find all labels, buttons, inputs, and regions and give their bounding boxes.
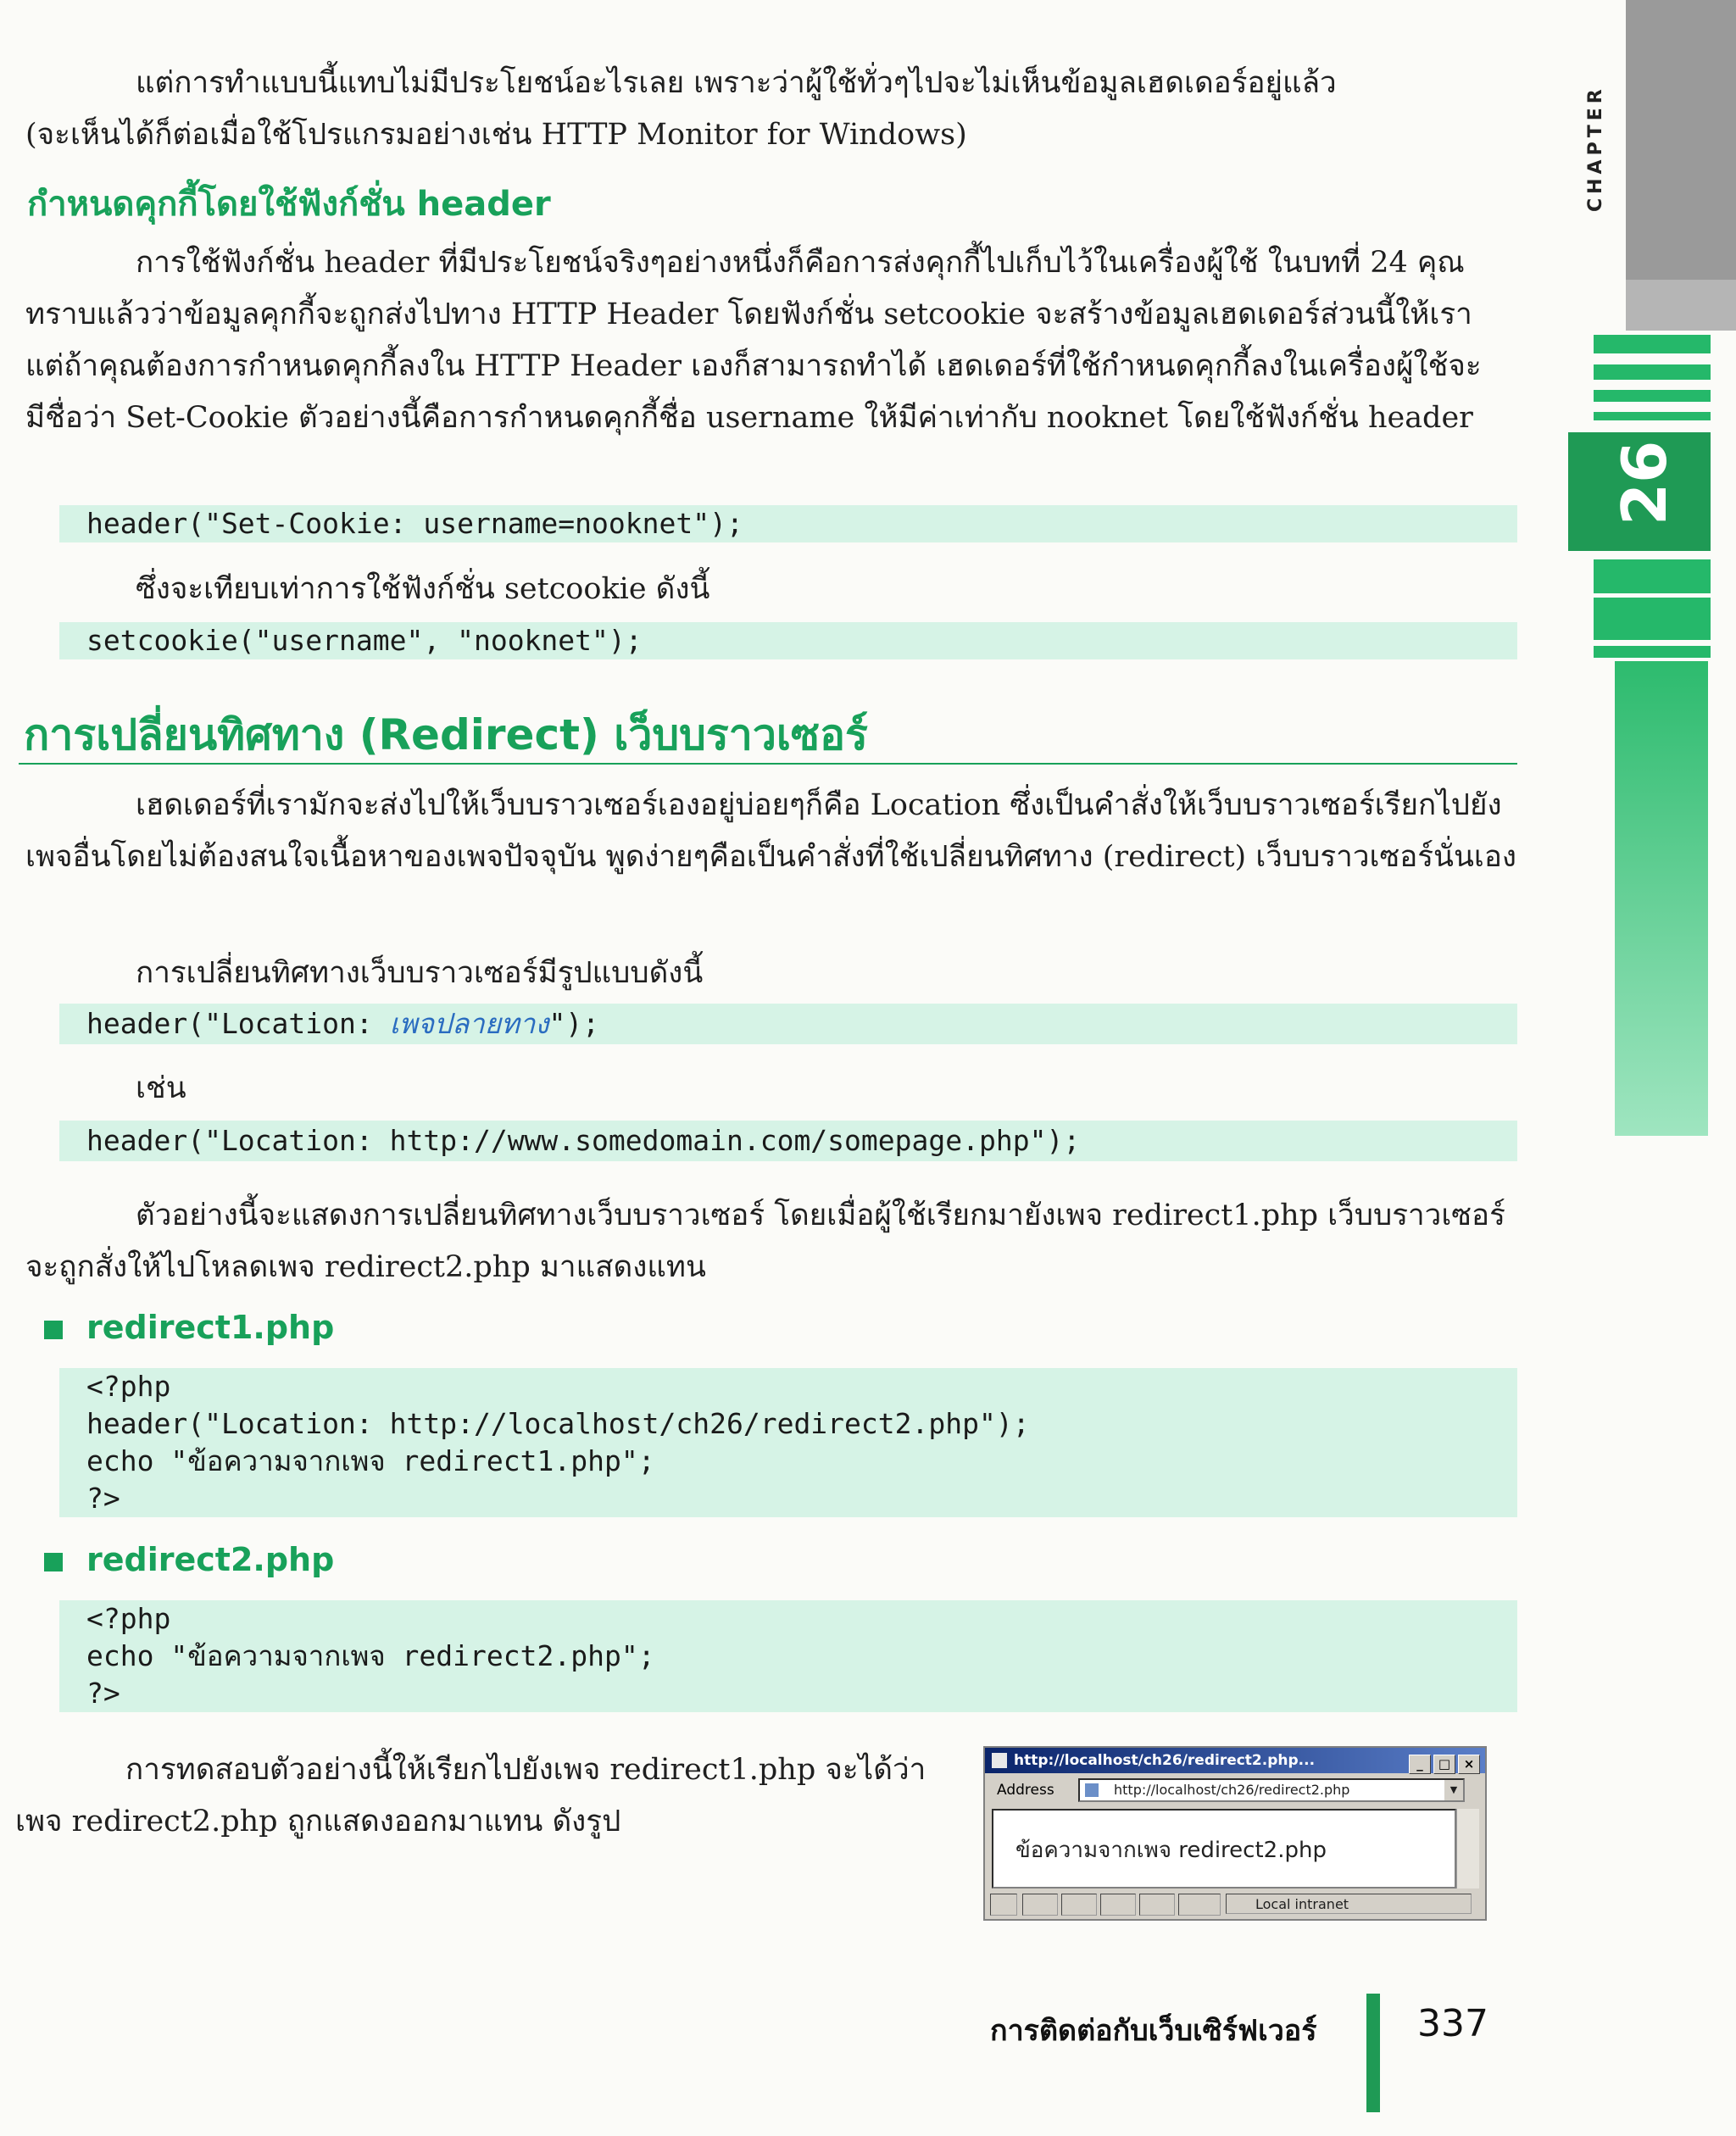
redirect-paragraph-2-text: การเปลี่ยนทิศทางเว็บบราวเซอร์มีรูปแบบดังนี้ — [136, 956, 704, 990]
redirect-paragraph-2 — [25, 948, 1517, 999]
code-block-set-cookie: header("Set-Cookie: username=nooknet"); — [59, 505, 1517, 542]
status-cell — [1178, 1894, 1221, 1916]
browser-window-figure — [983, 1746, 1487, 1921]
redirect-paragraph-5-text: การทดสอบตัวอย่างนี้ให้เรียกไปยังเพจ redirect1.php จะได้ว่าเพจ redirect2.php ถูกแสดงออกมาแทน ดังรูป — [15, 1753, 926, 1838]
chapter-tab-green-gradient — [1615, 661, 1708, 1136]
chapter-stripe — [1594, 646, 1711, 658]
close-icon[interactable]: × — [1458, 1755, 1480, 1774]
browser-title-bar — [985, 1748, 1485, 1773]
status-zone-text: Local intranet — [1255, 1896, 1349, 1912]
cookie-paragraph-2-text: ซึ่งจะเทียบเท่าการใช้ฟังก์ชั่น setcookie ดังนี้ — [136, 572, 710, 606]
chapter-tab-gray-block-2 — [1626, 280, 1736, 331]
intro-line-1: แต่การทำแบบนี้แทบไม่มีประโยชน์อะไรเลย เพราะว่าผู้ใช้ทั่วๆไปจะไม่เห็นข้อมูลเฮดเดอร์อยู่แล้ว — [136, 66, 1337, 100]
redirect-paragraph-4-text: ตัวอย่างนี้จะแสดงการเปลี่ยนทิศทางเว็บบราวเซอร์ โดยเมื่อผู้ใช้เรียกมายังเพจ redirect1.php เว็บบราวเซอร์จะถูกสั่งให้ไปโหลดเพจ redirect2.php มาแสดงแทน — [25, 1199, 1505, 1284]
ie-icon — [992, 1753, 1007, 1768]
code-block-redirect2: <?php echo "ข้อความจากเพจ redirect2.php"; ?> — [59, 1600, 1517, 1712]
code-block-location-example: header("Location: http://www.somedomain.com/somepage.php"); — [59, 1121, 1517, 1161]
file2-title: redirect2.php — [86, 1541, 335, 1578]
chevron-down-icon[interactable]: ▼ — [1444, 1780, 1463, 1800]
file1-heading — [44, 1309, 334, 1346]
status-cell — [1022, 1894, 1058, 1916]
chapter-label: CHAPTER — [1585, 85, 1606, 212]
footer-chapter-title: การติดต่อกับเว็บเซิร์ฟเวอร์ — [990, 2014, 1317, 2048]
cookie-section-heading: กำหนดคุกกี้โดยใช้ฟังก์ชั่น header — [27, 185, 551, 224]
cookie-paragraph-2 — [25, 564, 1517, 615]
code-syntax-prefix: header("Location: — [86, 1007, 390, 1040]
cookie-paragraph-text: การใช้ฟังก์ชั่น header ที่มีประโยชน์จริงๆอย่างหนึ่งก็คือการส่งคุกกี้ไปเก็บไว้ในเครื่องผู้ใช้ ในบทที่ 24 คุณทราบแล้วว่าข้อมูลคุกกี้จะถูกส่งไปทาง HTTP Header โดยฟังก์ชั่น setcookie จะสร้างข้อมูลเฮดเดอร์ส่วนนี้ให้เรา แต่ถ้าคุณต้องการกำหนดคุกกี้ลงใน HTTP Header เองก็สามารถทำได้ เฮดเดอร์ที่ใช้กำหนดคุกกี้ลงในเครื่องผู้ใช้จะมีชื่อว่า Set-Cookie ตัวอย่างนี้คือการกำหนดคุกกี้ชื่อ username ให้มีค่าเท่ากับ nooknet โดยใช้ฟังก์ชั่น header — [25, 246, 1482, 435]
browser-content — [992, 1809, 1456, 1888]
status-cell — [1139, 1894, 1175, 1916]
intro-line-2: (จะเห็นได้ก็ต่อเมื่อใช้โปรแกรมอย่างเช่น HTTP Monitor for Windows) — [25, 118, 967, 152]
chapter-number: 26 — [1609, 440, 1680, 526]
address-field[interactable] — [1078, 1778, 1465, 1802]
address-url: http://localhost/ch26/redirect2.php — [1114, 1782, 1350, 1798]
status-cell — [1100, 1894, 1136, 1916]
chapter-stripe — [1594, 364, 1711, 380]
cookie-paragraph — [25, 237, 1517, 444]
chapter-stripe — [1594, 390, 1711, 402]
status-bar — [988, 1892, 1482, 1917]
status-zone — [1226, 1894, 1472, 1914]
intro-paragraph — [25, 58, 1517, 161]
code-block-setcookie: setcookie("username", "nooknet"); — [59, 622, 1517, 659]
file1-title: redirect1.php — [86, 1309, 335, 1346]
bullet-square — [44, 1321, 63, 1339]
browser-title: http://localhost/ch26/redirect2.php... — [1014, 1752, 1316, 1769]
redirect-paragraph-3 — [25, 1063, 1517, 1115]
redirect-paragraph-5 — [15, 1744, 965, 1848]
status-cell — [1061, 1894, 1097, 1916]
bullet-square — [44, 1553, 63, 1571]
minimize-icon[interactable]: _ — [1409, 1755, 1431, 1774]
section-heading-rule — [19, 763, 1517, 765]
chapter-stripe — [1594, 335, 1711, 353]
chapter-number-box — [1568, 432, 1711, 551]
maximize-icon[interactable]: □ — [1433, 1755, 1455, 1774]
browser-content-text: ข้อความจากเพจ redirect2.php — [1015, 1838, 1327, 1863]
page-number: 337 — [1417, 2002, 1488, 2045]
redirect-section-heading: การเปลี่ยนทิศทาง (Redirect) เว็บบราวเซอร์ — [24, 710, 868, 759]
chapter-stripe — [1594, 598, 1711, 640]
chapter-tab-gray-block — [1626, 0, 1736, 280]
code-syntax-placeholder: เพจปลายทาง — [389, 1007, 549, 1040]
footer-divider — [1366, 1994, 1380, 2112]
code-syntax-suffix: "); — [548, 1007, 600, 1040]
code-block-redirect1: <?php header("Location: http://localhost/ch26/redirect2.php"); echo "ข้อความจากเพจ redirect1.php"; ?> — [59, 1368, 1517, 1517]
chapter-stripe — [1594, 559, 1711, 593]
status-icon-cell — [990, 1894, 1017, 1916]
redirect-paragraph-1 — [25, 780, 1517, 883]
address-bar-row — [985, 1773, 1485, 1807]
code-block-location-syntax — [59, 1004, 1517, 1044]
file2-heading — [44, 1541, 334, 1578]
redirect-paragraph-3-text: เช่น — [136, 1071, 186, 1105]
chapter-stripe — [1594, 412, 1711, 420]
page-icon — [1085, 1783, 1099, 1797]
redirect-paragraph-1-text: เฮดเดอร์ที่เรามักจะส่งไปให้เว็บบราวเซอร์เองอยู่บ่อยๆก็คือ Location ซึ่งเป็นคำสั่งให้เว็บบราวเซอร์เรียกไปยังเพจอื่นโดยไม่ต้องสนใจเนื้อหาของเพจปัจจุบัน พูดง่ายๆคือเป็นคำสั่งที่ใช้เปลี่ยนทิศทาง (redirect) เว็บบราวเซอร์นั่นเอง — [25, 788, 1516, 874]
redirect-paragraph-4 — [25, 1190, 1517, 1293]
vertical-scrollbar[interactable] — [1456, 1809, 1479, 1888]
address-label: Address — [997, 1782, 1054, 1799]
